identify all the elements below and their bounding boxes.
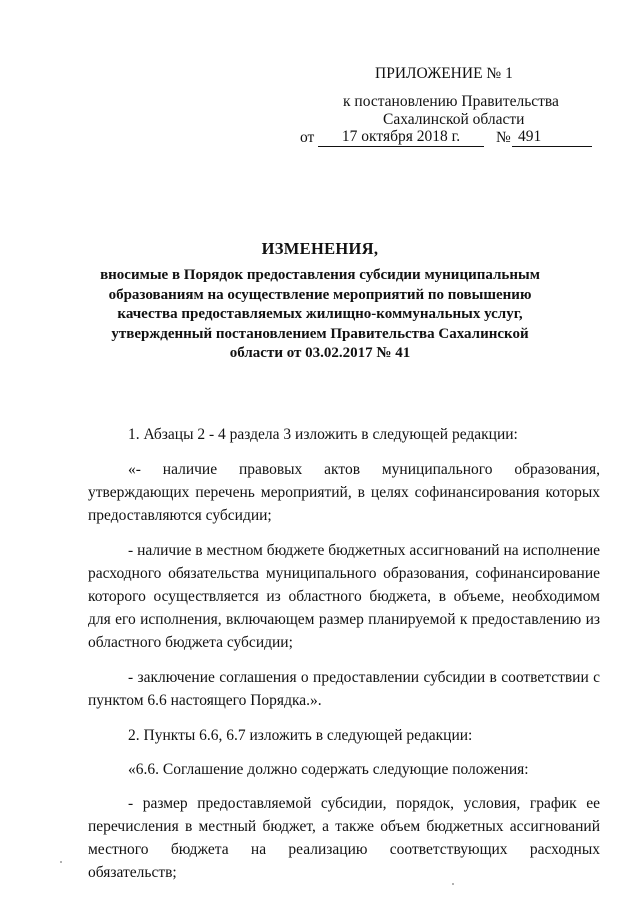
appendix-resolution-line: к постановлению Правительства xyxy=(343,93,559,110)
document-body xyxy=(88,423,600,896)
appendix-region-line: Сахалинской области xyxy=(383,111,525,128)
paragraph: - размер предоставляемой субсидии, порядок, условия, график ее перечисления в местный бюджет, а также объем бюджетных ассигнований местного бюджета на реализацию соответствующих расходных обязательств; xyxy=(88,795,600,881)
paragraph: 1. Абзацы 2 - 4 раздела 3 изложить в следующей редакции: xyxy=(128,426,518,443)
resolution-date: 17 октября 2018 г. xyxy=(318,128,484,147)
heading-title: ИЗМЕНЕНИЯ, xyxy=(261,239,379,258)
document-heading xyxy=(90,238,550,364)
paragraph: 2. Пункты 6.6, 6.7 изложить в следующей редакции: xyxy=(128,727,473,744)
scan-speck xyxy=(60,861,62,863)
scan-speck xyxy=(452,883,454,885)
paragraph: «6.6. Соглашение должно содержать следующие положения: xyxy=(128,761,529,778)
appendix-date-line xyxy=(300,128,600,150)
number-prefix: № xyxy=(496,129,511,146)
heading-subtitle: вносимые в Порядок предоставления субсидии муниципальным образованиям на осуществление мероприятий по повышению качества предоставляемых жилищно-коммунальных услуг, утвержденный постановлением Правительства Сахалинской области от 03.02.2017 № 41 xyxy=(100,267,540,361)
appendix-title: ПРИЛОЖЕНИЕ № 1 xyxy=(375,65,513,82)
paragraph: - наличие в местном бюджете бюджетных ассигнований на исполнение расходного обязательства муниципального образования, софинансирование которого осуществляется из областного бюджета, в объеме, необходимом для его исполнения, включающем размер планируемой к предоставлению из областного бюджета субсидии; xyxy=(88,542,600,651)
paragraph: - заключение соглашения о предоставлении субсидии в соответствии с пунктом 6.6 настоящего Порядка.». xyxy=(88,669,600,709)
date-prefix: от xyxy=(300,129,315,146)
paragraph: «- наличие правовых актов муниципального образования, утверждающих перечень мероприятий, в целях софинансирования которых предоставляются субсидии; xyxy=(88,461,600,524)
resolution-number: 491 xyxy=(512,128,592,147)
